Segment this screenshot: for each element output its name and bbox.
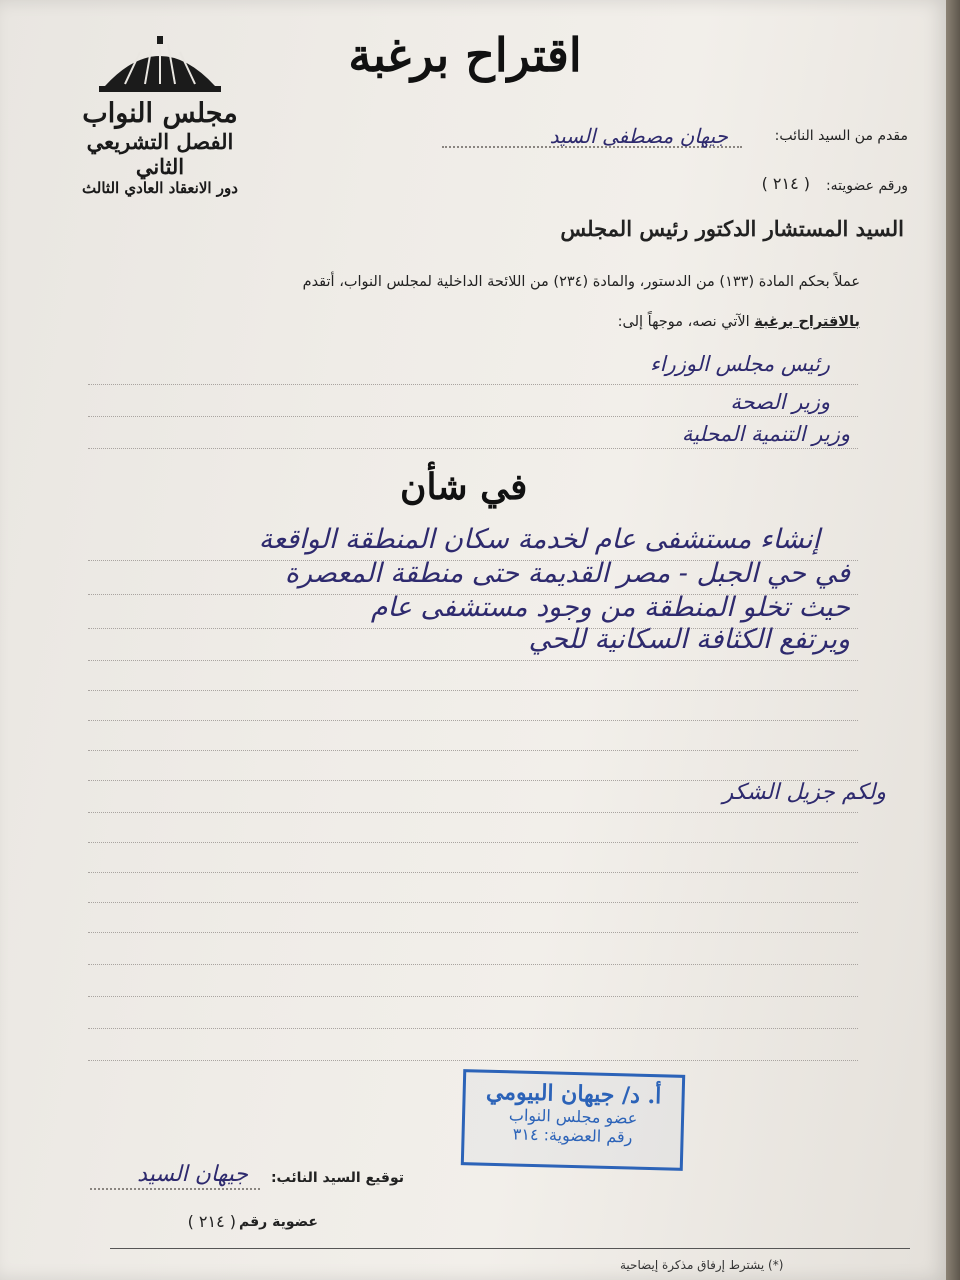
body-line-4: ويرتفع الكثافة السكانية للحي [528,624,850,655]
stamp-line-3: رقم العضوية: ٣١٤ [512,1124,633,1147]
ruled-line [88,1028,858,1029]
stamp-line-1: أ. د/ جيهان البيومي [485,1078,662,1110]
intro-underlined-phrase: بالاقتراح برغبة [754,314,860,330]
ruled-line [88,872,858,873]
submitter-name-handwritten: جيهان مصطفى السيد [549,124,728,148]
stamp-line-2: عضو مجلس النواب [508,1105,638,1128]
membership-number: ( ٢١٤ ) [761,174,810,193]
intro-line-1: عملاً بحكم المادة (١٣٣) من الدستور، والمادة (٢٣٤) من اللائحة الداخلية لمجلس النواب، أتقدم [302,274,860,290]
ruled-line [88,690,858,691]
body-line-3: حيث تخلو المنطقة من وجود مستشفى عام [370,592,850,623]
signature-membership-number: ( ٢١٤ ) [187,1212,236,1231]
ruled-line [88,660,858,661]
signature-handwritten: جيهان السيد [137,1162,248,1187]
signature-dotted-line [90,1188,260,1190]
body-line-2: في حي الجبل - مصر القديمة حتى منطقة المعصرة [284,558,850,589]
intro-line-2-rest: الآتي نصه، موجهاً إلى: [617,314,750,330]
signature-membership-label: عضوية رقم [239,1214,318,1230]
ruled-line [88,1060,858,1061]
ruled-line [88,812,858,813]
membership-label: ورقم عضويته: [825,178,908,194]
recipient-3: وزير التنمية المحلية [681,422,850,446]
recipient-1: رئيس مجلس الوزراء [649,352,830,376]
footnote-divider [110,1248,910,1249]
logo-line-session: دور الانعقاد العادي الثالث [82,179,238,197]
signature-label: توقيع السيد النائب: [270,1170,404,1186]
ruled-line [88,842,858,843]
logo-line-term: الفصل التشريعي الثاني [86,129,234,179]
addressee-heading: السيد المستشار الدكتور رئيس المجلس [560,216,904,241]
logo-line-parliament: مجلس النواب [82,98,238,129]
ruled-line [88,750,858,751]
submitter-label: مقدم من السيد النائب: [774,128,908,144]
ruled-line [88,964,858,965]
ruled-line [88,720,858,721]
closing-text: ولكم جزيل الشكر [722,780,886,805]
ruled-line [88,416,858,417]
page-title: اقتراح برغبة [348,28,582,82]
ruled-line [88,448,858,449]
ruled-line [88,384,858,385]
ruled-line [88,996,858,997]
intro-line-2 [618,314,860,330]
ruled-line [88,932,858,933]
parliament-logo [60,36,260,226]
official-stamp [461,1069,685,1171]
footnote-text: (*) يشترط إرفاق مذكرة إيضاحية [620,1258,784,1272]
ruled-line [88,902,858,903]
recipient-2: وزير الصحة [730,390,830,414]
dome-icon [95,36,225,94]
background-surface [946,0,960,1280]
body-line-1: إنشاء مستشفى عام لخدمة سكان المنطقة الواقعة [258,524,820,555]
subject-heading: في شأن [400,466,528,508]
